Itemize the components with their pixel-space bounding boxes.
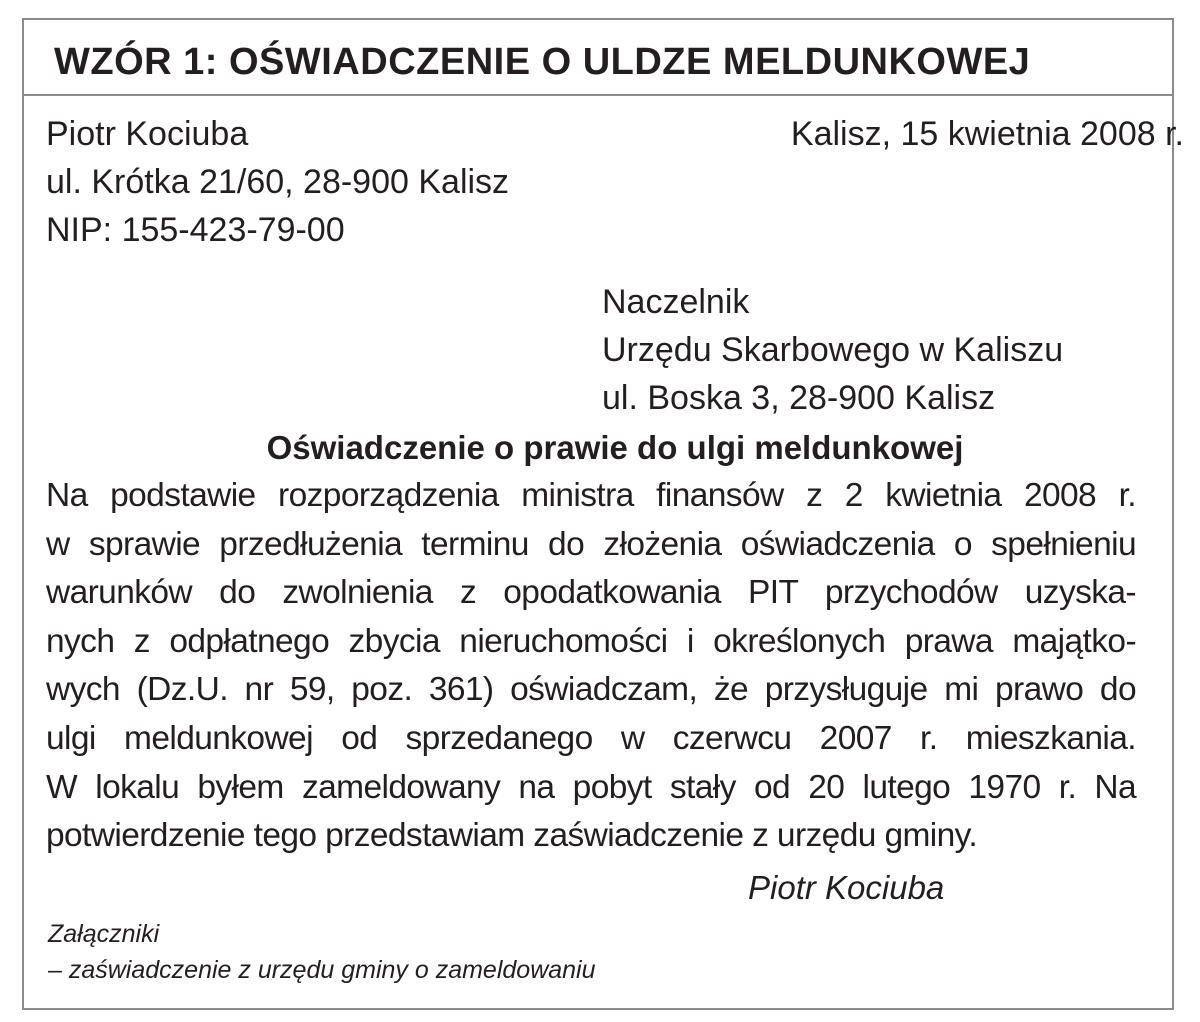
paragraph-line: Na podstawie rozporządzenia ministra finansów z 2 kwietnia 2008 r. (46, 477, 1136, 514)
place-date: Kalisz, 15 kwietnia 2008 r. (790, 115, 1184, 153)
statement-paragraph (46, 472, 1136, 861)
sender-nip: NIP: 155-423-79-00 (46, 211, 345, 249)
paragraph-line: w sprawie przedłużenia terminu do złożenia oświadczenia o spełnieniu (46, 525, 1136, 563)
header-bar (24, 20, 1172, 96)
attachments-label: Załączniki (48, 920, 160, 948)
recipient-block (602, 278, 1063, 422)
paragraph-line: W lokalu byłem zameldowany na pobyt stały od 20 lutego 1970 r. Na (46, 768, 1136, 806)
paragraph-line: nych z odpłatnego zbycia nieruchomości i określonych prawa majątko- (46, 622, 1136, 660)
sender-block (46, 110, 509, 254)
recipient-line-3: ul. Boska 3, 28-900 Kalisz (602, 379, 996, 417)
sender-name: Piotr Kociuba (46, 115, 249, 153)
paragraph-line: ulgi meldunkowej od sprzedanego w czerwcu 2007 r. mieszkania. (46, 719, 1136, 757)
signature: Piotr Kociuba (748, 869, 945, 906)
recipient-line-2: Urzędu Skarbowego w Kaliszu (602, 331, 1064, 369)
page-title: WZÓR 1: OŚWIADCZENIE O ULDZE MELDUNKOWEJ (54, 41, 1031, 83)
recipient-line-1: Naczelnik (602, 283, 750, 321)
paragraph-line: wych (Dz.U. nr 59, poz. 361) oświadczam, że przysługuje mi prawo do (46, 671, 1136, 709)
attachment-item: – zaświadczenie z urzędu gminy o zameldowaniu (48, 956, 596, 984)
attachments-block (48, 916, 596, 988)
sender-address: ul. Krótka 21/60, 28-900 Kalisz (46, 163, 510, 201)
document-heading: Oświadczenie o prawie do ulgi meldunkowej (266, 429, 964, 466)
paragraph-line: potwierdzenie tego przedstawiam zaświadczenie z urzędu gminy. (46, 817, 978, 855)
paragraph-line: warunków do zwolnienia z opodatkowania PIT przychodów uzyska- (46, 574, 1136, 612)
